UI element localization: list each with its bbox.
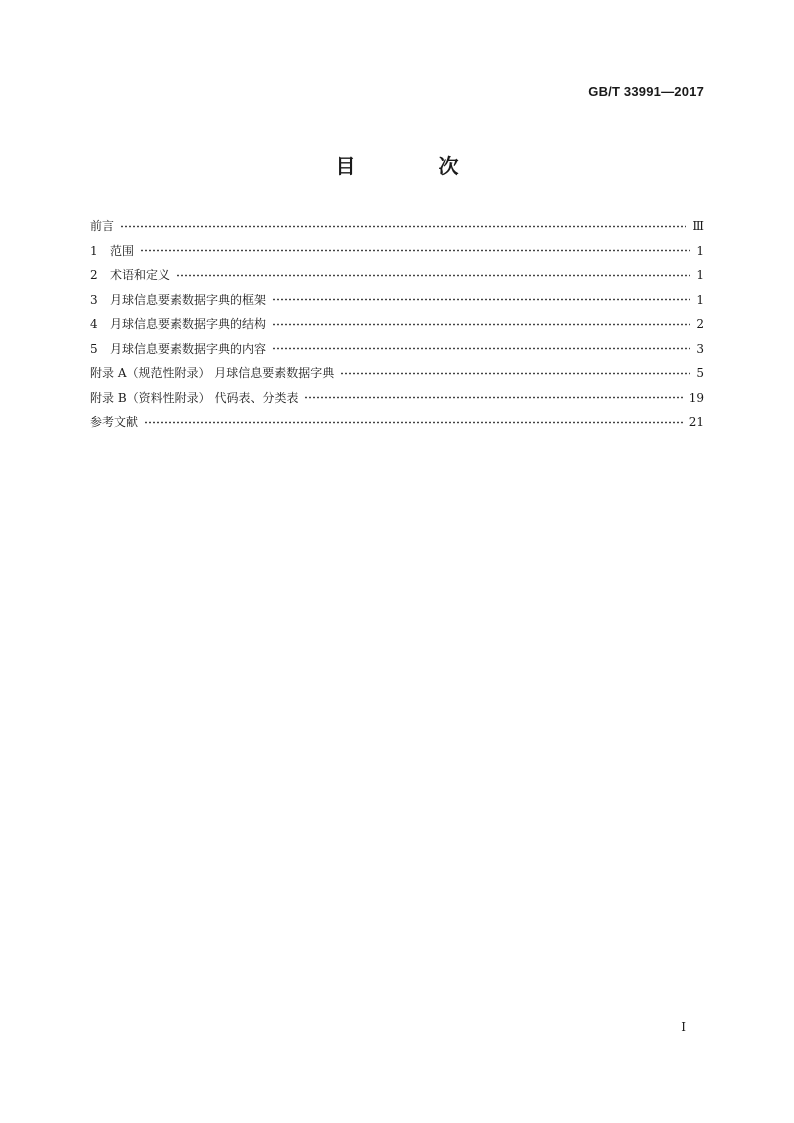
toc-dot-leader [272,320,690,329]
toc-entry-scope[interactable] [90,239,704,264]
toc-entry-label [90,214,120,239]
toc-entry-page: 2 [696,317,704,331]
toc-entry-title: 参考文献 [90,415,139,429]
toc-entry-label [90,312,272,337]
toc-entry-page: 1 [696,268,704,282]
toc-entry-title: 前言 [90,219,115,233]
toc-entry-page: 1 [696,292,704,307]
toc-entry-number: 1 [90,243,98,258]
toc-dot-leader [272,344,690,353]
toc-entry-title: 月球信息要素数据字典的框架 [110,292,267,307]
toc-entry-appendix-a[interactable] [90,361,704,386]
table-of-contents [90,214,704,435]
toc-entry-number: 5 [90,341,98,356]
toc-entry-number: 3 [90,292,98,307]
toc-entry-appendix-b[interactable] [90,386,704,411]
toc-entry-label [90,410,144,435]
toc-entry-foreword[interactable] [90,214,704,239]
toc-entry-page: 21 [688,415,704,429]
toc-entry-title: 附录 A（规范性附录） 月球信息要素数据字典 [90,366,335,380]
toc-entry-content[interactable] [90,337,704,362]
toc-dot-leader [144,418,683,427]
toc-entry-label [90,263,176,288]
toc-entry-title: 附录 B（资料性附录） 代码表、分类表 [90,390,299,405]
toc-entry-label [90,386,304,411]
toc-title: 目 次 [335,154,497,178]
toc-entry-references[interactable] [90,410,704,435]
toc-dot-leader [120,222,686,231]
toc-entry-number: 4 [90,317,98,331]
toc-entry-page: 19 [688,390,704,405]
toc-dot-leader [176,271,690,280]
standard-code: GB/T 33991—2017 [588,84,704,99]
toc-entry-framework[interactable] [90,288,704,313]
toc-entry-title: 范围 [110,243,135,258]
toc-dot-leader [272,295,690,304]
toc-entry-label [90,337,272,362]
toc-entry-title: 术语和定义 [110,268,171,282]
toc-entry-page: 5 [696,366,704,380]
toc-entry-number: 2 [90,268,98,282]
toc-entry-label [90,239,140,264]
toc-entry-page: Ⅲ [692,219,704,233]
page-number: Ⅰ [681,1020,686,1034]
toc-entry-page: 1 [696,243,704,258]
toc-entry-page: 3 [696,341,704,356]
toc-dot-leader [304,393,682,402]
toc-entry-title: 月球信息要素数据字典的内容 [110,341,267,356]
toc-entry-label [90,288,272,313]
toc-dot-leader [140,246,690,255]
toc-dot-leader [340,369,690,378]
toc-entry-structure[interactable] [90,312,704,337]
toc-entry-terms[interactable] [90,263,704,288]
toc-entry-title: 月球信息要素数据字典的结构 [110,317,267,331]
toc-entry-label [90,361,340,386]
